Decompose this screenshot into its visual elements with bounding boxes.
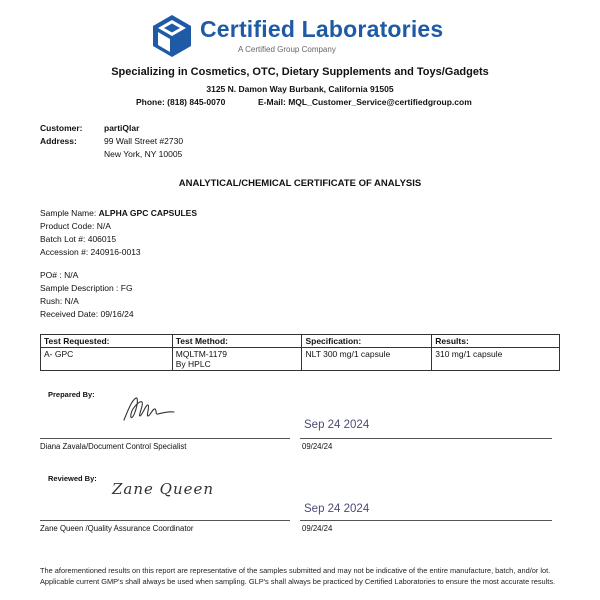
header-results: Results: [432,335,560,348]
customer-label: Customer: [40,123,83,133]
certificate-title: ANALYTICAL/CHEMICAL CERTIFICATE OF ANALYSIS [178,178,422,189]
header-test-method: Test Method: [172,335,302,348]
reviewed-signature-line [40,520,290,521]
customer-value: partiQlar [104,123,140,133]
results-table [40,334,560,371]
prepared-date: 09/24/24 [302,442,333,451]
po-number: PO# : N/A [40,270,79,280]
batch-lot: Batch Lot #: 406015 [40,234,117,244]
lab-tagline: Specializing in Cosmetics, OTC, Dietary Supplements and Toys/Gadgets [111,66,489,78]
prepared-date-stamp: Sep 24 2024 [304,419,370,431]
table-header-row [41,335,560,348]
brand-subtitle: A Certified Group Company [238,45,336,54]
prepared-by-label: Prepared By: [48,390,95,399]
sample-description: Sample Description : FG [40,283,133,293]
reviewed-signature: Zane Queen [112,480,215,498]
certified-labs-logo-icon [150,14,194,58]
prepared-signature-line [40,438,290,439]
lab-phone: Phone: (818) 845-0070 [136,97,226,107]
received-date: Received Date: 09/16/24 [40,309,134,319]
cell-test: A- GPC [41,348,173,371]
cell-spec: NLT 300 mg/1 capsule [302,348,432,371]
reviewed-date: 09/24/24 [302,524,333,533]
address-line-1: 99 Wall Street #2730 [104,136,184,146]
brand-name: Certified Laboratories [200,16,444,42]
reviewed-date-stamp: Sep 24 2024 [304,503,370,515]
cell-method: MQLTM-1179 By HPLC [172,348,302,371]
address-label: Address: [40,136,77,146]
header-specification: Specification: [302,335,432,348]
table-row [41,348,560,371]
reviewed-by-name: Zane Queen /Quality Assurance Coordinator [40,524,194,533]
prepared-by-name: Diana Zavala/Document Control Specialist [40,442,187,451]
accession-number: Accession #: 240916-0013 [40,247,141,257]
reviewed-date-line [300,520,552,521]
sample-name: Sample Name: ALPHA GPC CAPSULES [40,208,197,218]
lab-email: E-Mail: MQL_Customer_Service@certifiedgroup.com [258,97,472,107]
reviewed-by-label: Reviewed By: [48,474,97,483]
rush: Rush: N/A [40,296,79,306]
cell-result: 310 mg/1 capsule [432,348,560,371]
product-code: Product Code: N/A [40,221,111,231]
prepared-signature-image [118,392,178,426]
address-line-2: New York, NY 10005 [104,149,183,159]
disclaimer-footer: The aforementioned results on this report are representative of the samples submitted and may not be indicative of the entire manufacture, batch, and/or lot. Applicable current GMP's shall always be used when sampling. GLP's shall always be practiced by Certified Laboratories to ensure the most accurate results. [40,566,556,586]
header-test-requested: Test Requested: [41,335,173,348]
lab-address: 3125 N. Damon Way Burbank, California 91505 [206,84,394,94]
prepared-date-line [300,438,552,439]
